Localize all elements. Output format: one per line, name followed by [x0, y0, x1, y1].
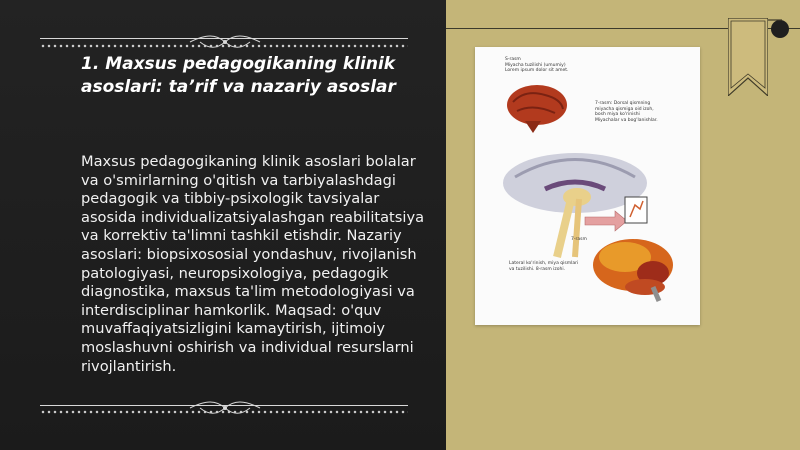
slide-body-text: Maxsus pedagogikaning klinik asoslari bolalar va o'smirlarning o'qitish va tarbiyalashdagi pedagogik va tibbiy-psixologik tavsiyalar asosida individualizatsiyalashgan reabilitatsiya va korrektiv ta'limni tashkil etishdir. Nazariy asoslari: biopsixososial yondashuv, rivojlanish patologiyasi, neuropsixologiya, pedagogik diagnostika, maxsus ta'lim metodologiyasi va interdisciplinar hamkorlik. Maqsad: o'quv muvaffaqiyatsizligini kamaytirish, ijtimoiy moslashuvni oshirish va individual resurslarni rivojlantirish.	[81, 153, 425, 375]
figure-caption-mid: 7-rasm	[571, 237, 587, 242]
brain-figure-card	[475, 47, 700, 325]
cerebellum-red	[507, 85, 567, 125]
figure-caption-right: 7-rasm: Dorsal qismning miyacha qismiga oid izoh, bosh miya ko'rinishi Miyachalar va bog'lanishlar.	[595, 101, 658, 123]
pointer-arrow	[585, 211, 627, 231]
bottom-ornament-flourish	[186, 398, 264, 418]
brain-illustration	[475, 47, 700, 325]
top-ornament-flourish	[186, 32, 264, 52]
bookmark-ribbon-icon	[728, 18, 768, 96]
inset-box	[625, 197, 647, 223]
corner-scroll-icon	[768, 18, 794, 40]
figure-caption-bottom: Lateral ko'rinish, miya qismlari va tuzilishi. 8-rasm izohi.	[509, 261, 579, 272]
figure-caption-top: S-rasm Miyacha tuzilishi (umumiy) Lorem ipsum dolor sit amet.	[505, 57, 569, 73]
slide-title: 1. Maxsus pedagogikaning klinik asoslari: ta’rif va nazariy asoslar	[81, 54, 396, 97]
